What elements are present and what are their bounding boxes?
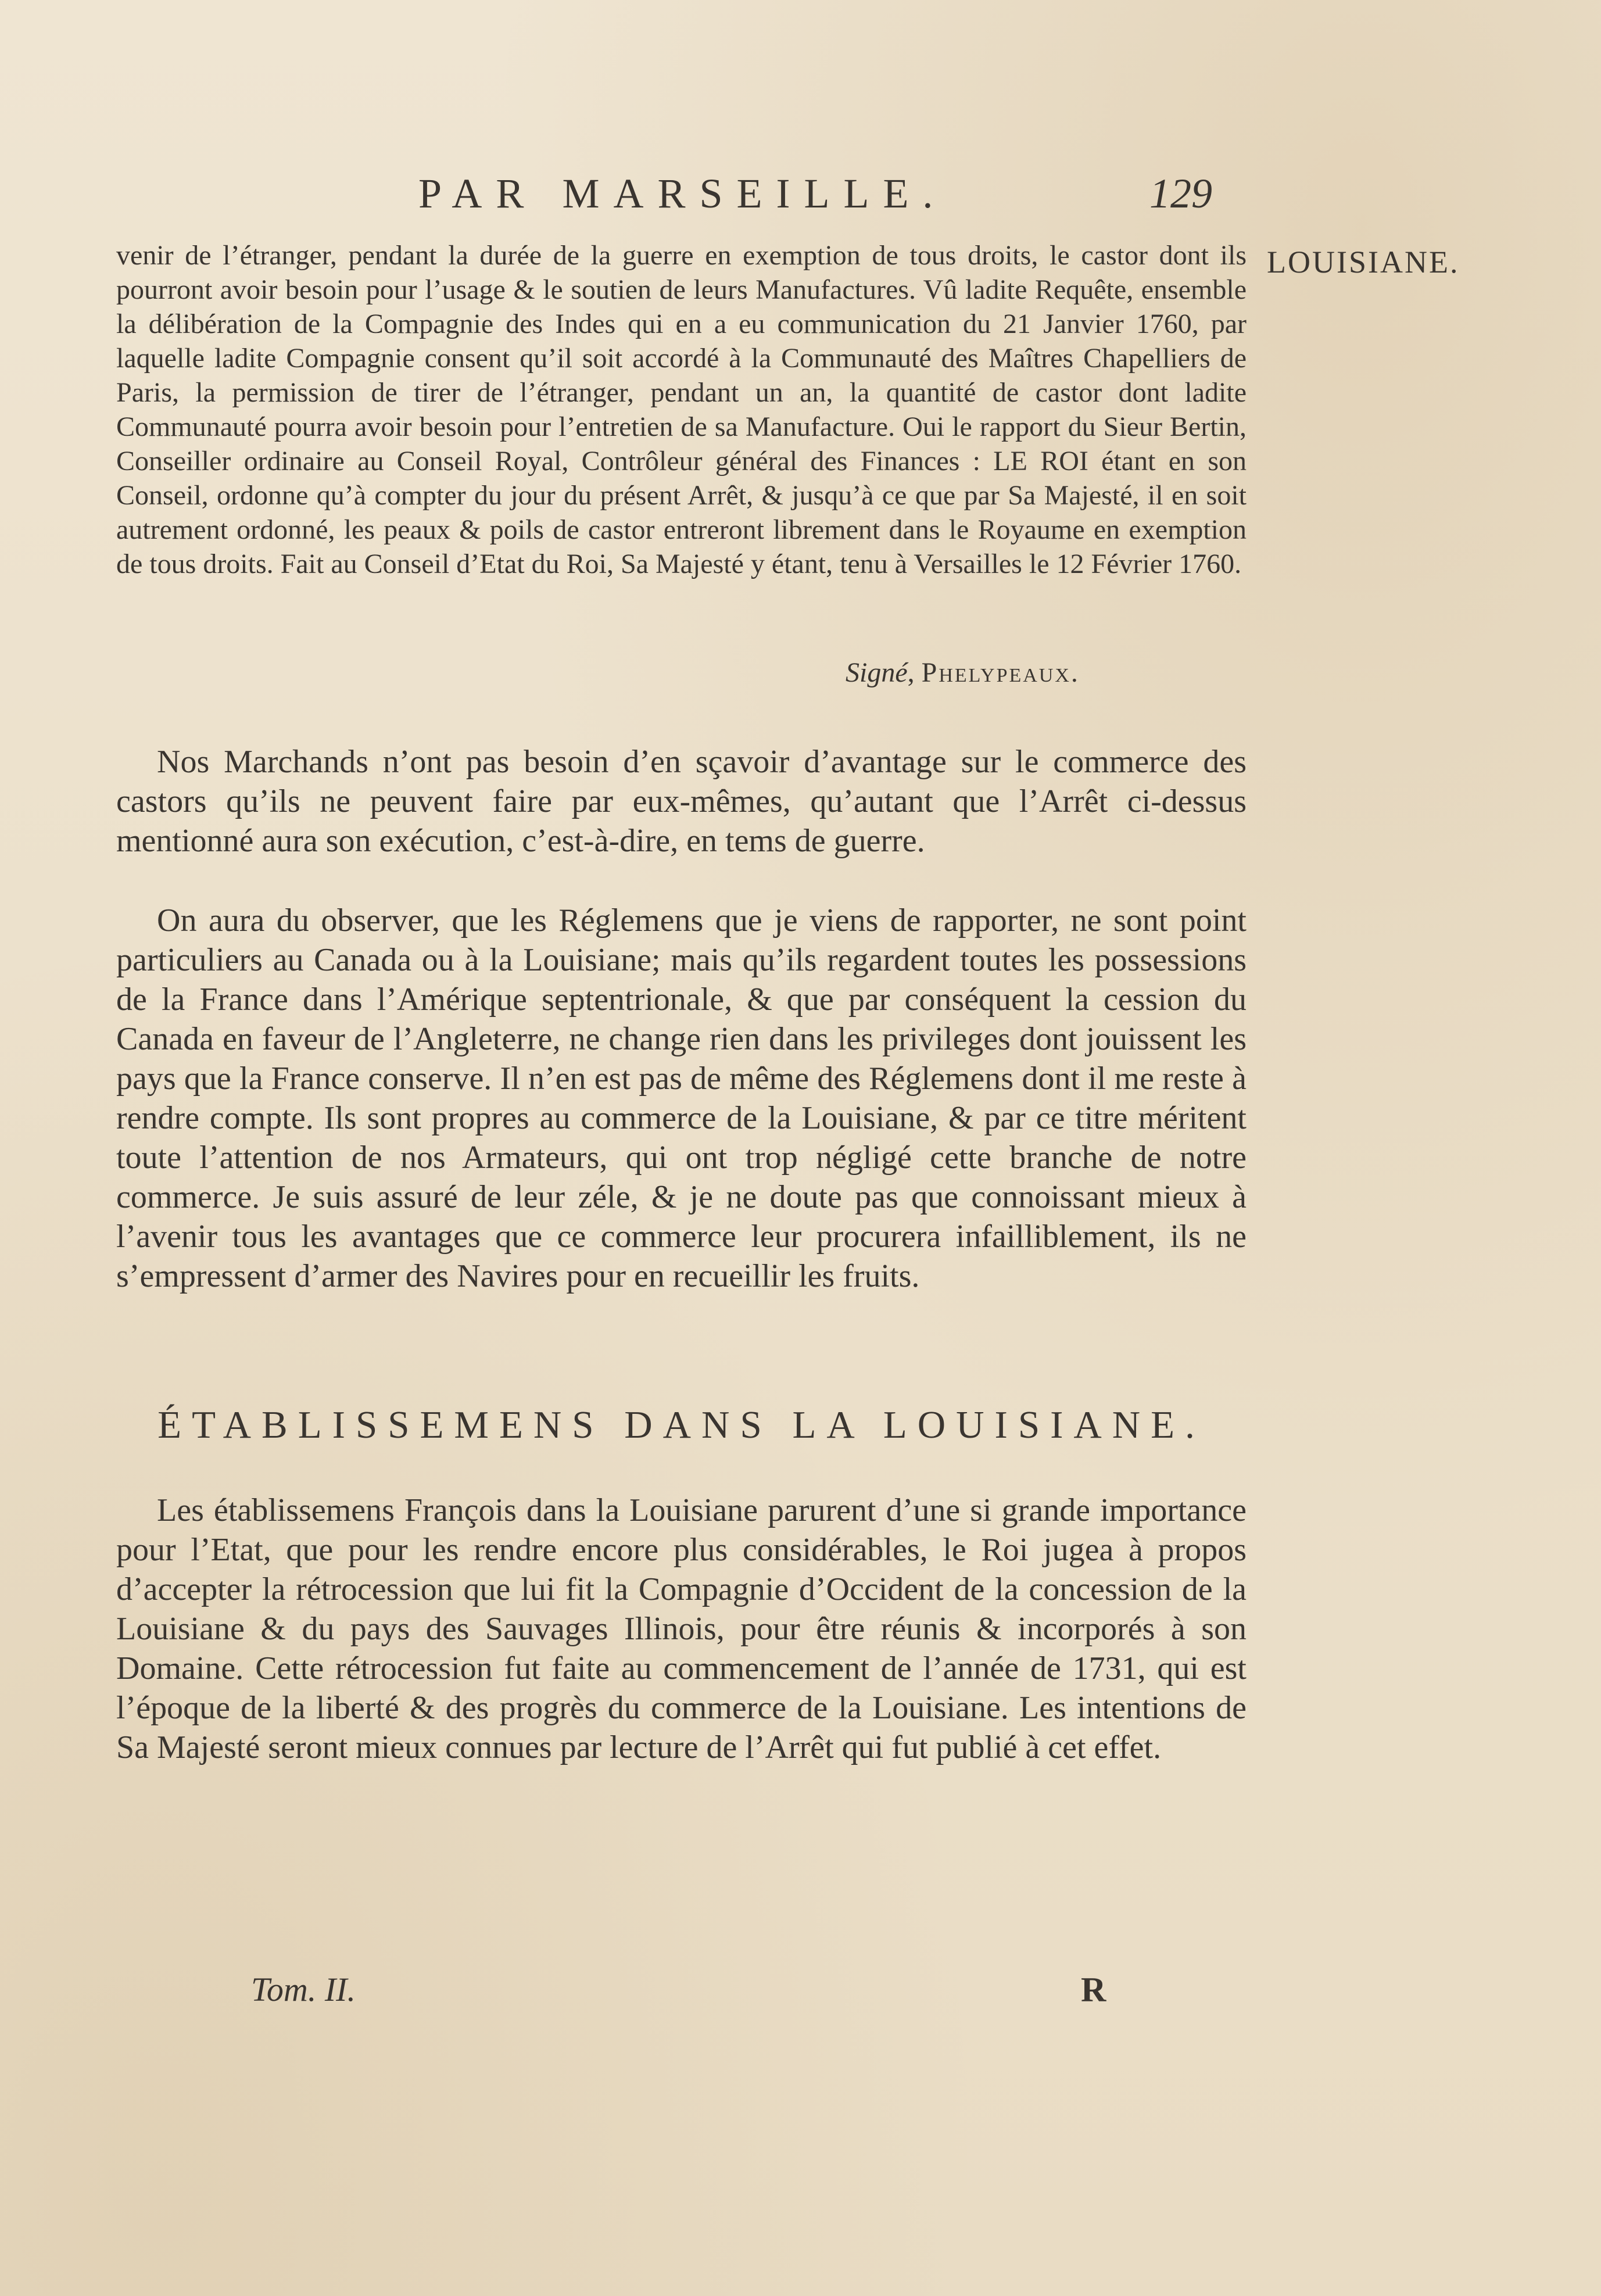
decree-signature: Signé, Phelypeaux. [846, 657, 1080, 688]
paragraph-reglemens: On aura du observer, que les Réglemens que je viens de rapporter, ne sont point particuliers au Canada ou à la Louisiane; mais qu’ils regardent toutes les possessions de la France dans l’Amérique septentrionale, & que par conséquent la cession du Canada en faveur de l’Angleterre, ne change rien dans les privileges dont jouissent les pays que la France conserve. Il n’en est pas de même des Réglemens dont il me reste à rendre compte. Ils sont propres au commerce de la Louisiane, & par ce titre méritent toute l’attention de nos Armateurs, qui ont trop négligé cette branche de notre commerce. Je suis assuré de leur zéle, & je ne doute pas que connoissant mieux à l’avenir tous les avantages que ce commerce leur procurera infailliblement, ils ne s’empressent d’armer des Navires pour en recueillir les fruits. [116, 902, 1247, 1294]
signed-label: Signé [846, 657, 908, 688]
decree-text: venir de l’étranger, pendant la durée de la guerre en exemption de tous droits, le castor dont ils pourront avoir besoin pour l’usage & le soutien de leurs Manufactures. Vû ladite Requête, ensemble la délibération de la Compagnie des Indes qui en a eu communication du 21 Janvier 1760, par laquelle ladite Compagnie consent qu’il soit accordé à la Communauté des Maîtres Chapelliers de Paris, la permission de tirer de l’étranger, pendant un an, la quantité de castor dont ladite Communauté pourra avoir besoin pour l’entretien de sa Manufacture. Oui le rapport du Sieur Bertin, Conseiller ordinaire au Conseil Royal, Contrôleur général des Finances : LE ROI étant en son Conseil, ordonne qu’à compter du jour du présent Arrêt, & jusqu’à ce que par Sa Majesté, il en soit autrement ordonné, les peaux & poils de castor entreront librement dans le Royaume en exemption de tous droits. Fait au Conseil d’Etat du Roi, Sa Majesté y étant, tenu à Versailles le 12 Février 1760. [116, 240, 1247, 579]
margin-note: LOUISIANE. [1267, 245, 1460, 280]
volume-label: Tom. II. [251, 1971, 356, 2008]
paragraph-merchants: Nos Marchands n’ont pas besoin d’en sçavoir d’avantage sur le commerce des castors qu’ils ne peuvent faire par eux-mêmes, qu’autant que l’Arrêt ci-dessus mentionné aura son exécution, c’est-à-dire, en tems de guerre. [116, 744, 1247, 859]
section-heading: ÉTABLISSEMENS DANS LA LOUISIANE. [157, 1403, 1205, 1446]
page-number: 129 [1149, 170, 1212, 217]
paragraph-etablissemens: Les établissemens François dans la Louisiane parurent d’une si grande importance pour l’Etat, que pour les rendre encore plus considérables, le Roi jugea à propos d’accepter la rétrocession que lui fit la Compagnie d’Occident de la concession de la Louisiane & du pays des Sauvages Illinois, pour être réunis & incorporés à son Domaine. Cette rétrocession fut faite au commencement de l’année de 1731, qui est l’époque de la liberté & des progrès du commerce de la Louisiane. Les intentions de Sa Majesté seront mieux connues par lecture de l’Arrêt qui fut publié à cet effet. [116, 1492, 1247, 1765]
page-header [116, 170, 1278, 216]
decree-text-block [116, 238, 1247, 581]
signature-mark: R [1081, 1971, 1106, 2009]
running-title: PAR MARSEILLE. [418, 170, 947, 217]
signed-name: Phelypeaux. [921, 657, 1080, 688]
